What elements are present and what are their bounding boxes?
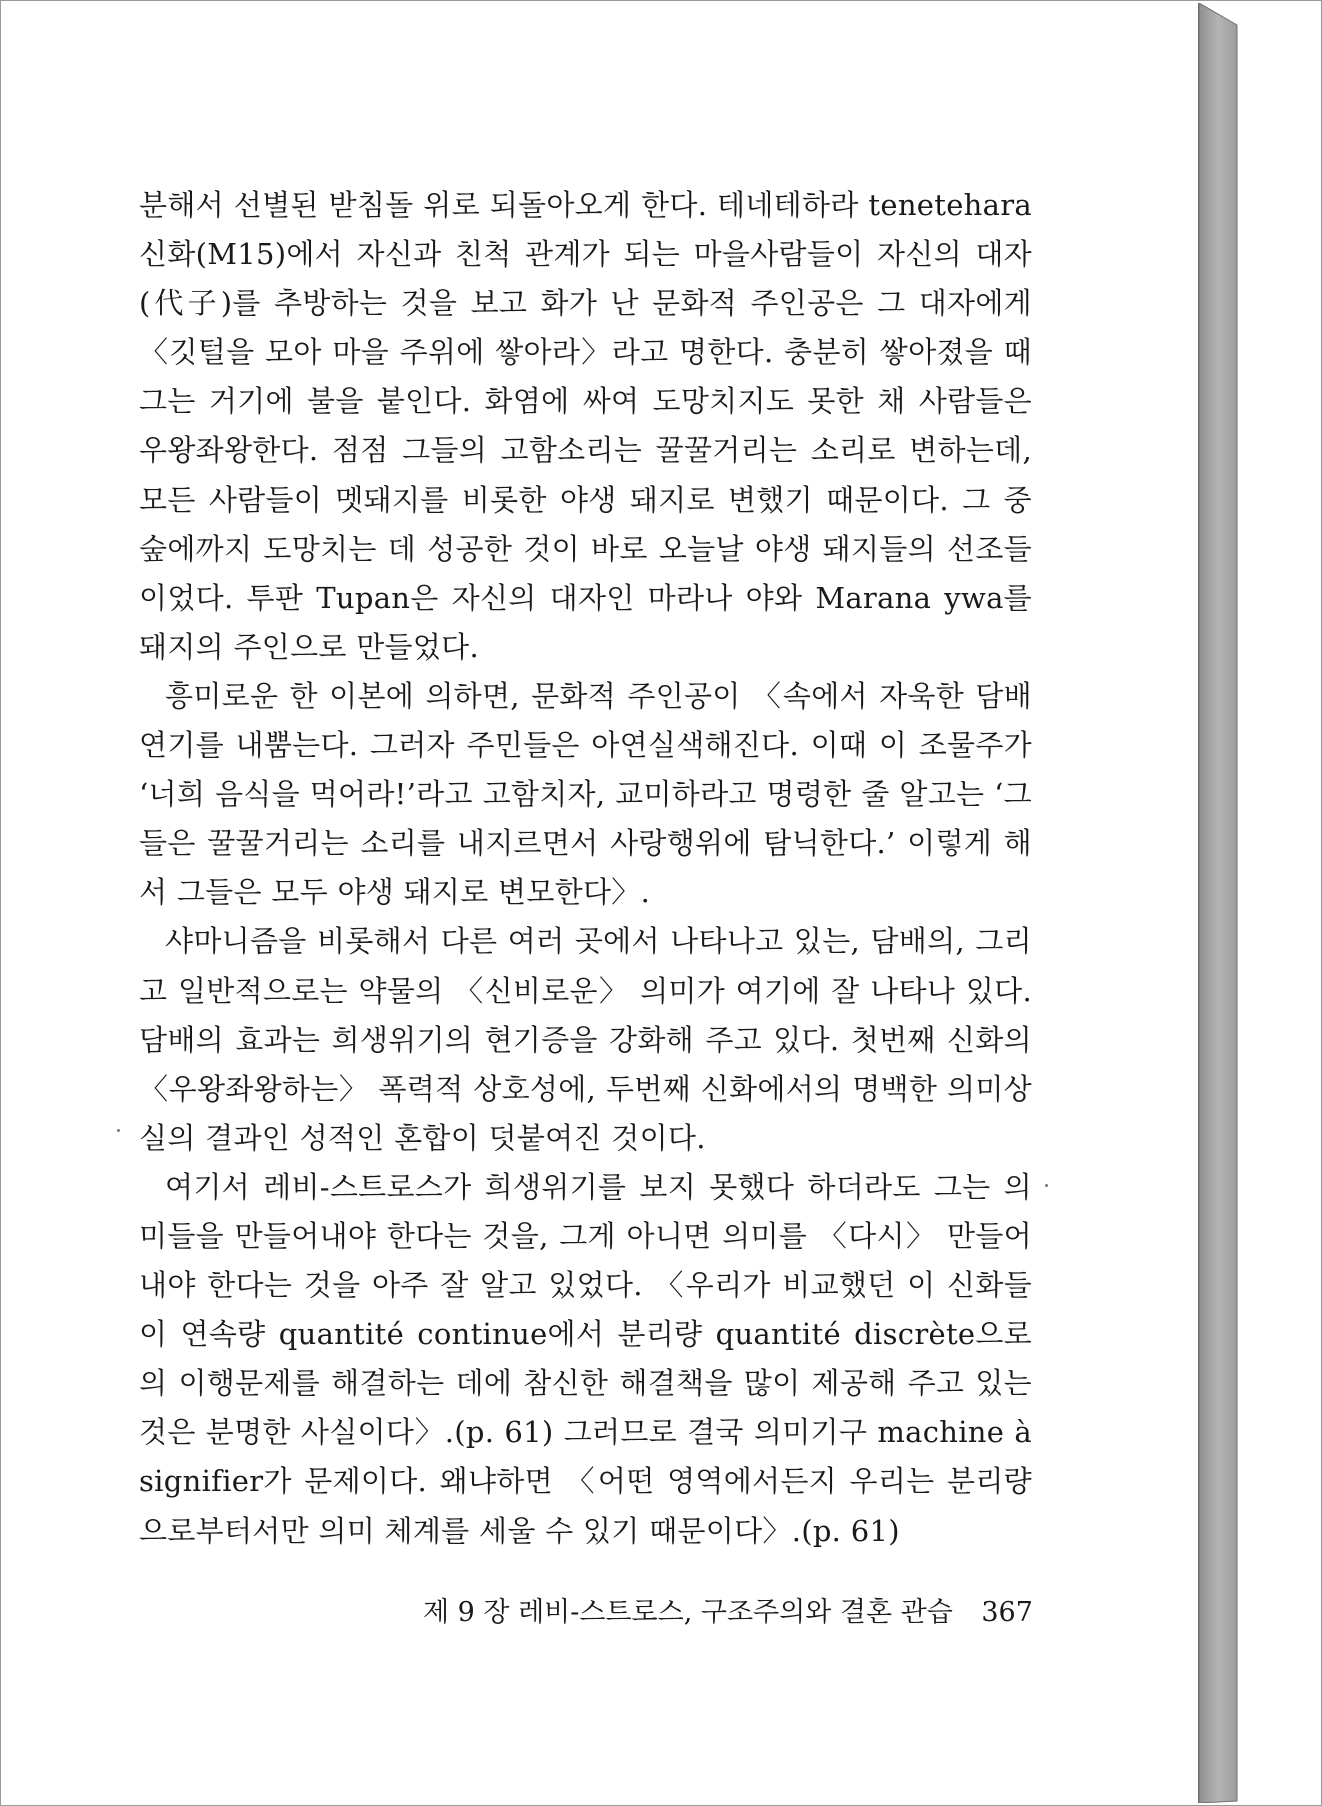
- paragraph-2: 흥미로운 한 이본에 의하면, 문화적 주인공이 〈속에서 자욱한 담배연기를 내뿜는다. 그러자 주민들은 아연실색해진다. 이때 이 조물주가 ‘너희 음식을 먹어라!’라고 고함치자, 교미하라고 명령한 줄 알고는 ‘그들은 꿀꿀거리는 소리를 내지르면서 사랑행위에 탐닉한다.’ 이렇게 해서 그들은 모두 야생 돼지로 변모한다〉.: [139, 678, 1032, 910]
- page-number: 367: [981, 1597, 1033, 1628]
- book-page: [3, 3, 1199, 1803]
- paragraph-1: 분해서 선별된 받침돌 위로 되돌아오게 한다. 테네테하라 tenetehara 신화(M15)에서 자신과 친척 관계가 되는 마을사람들이 자신의 대자(代子)를 추방하는 것을 보고 화가 난 문화적 주인공은 그 대자에게 〈깃털을 모아 마을 주위에 쌓아라〉라고 명한다. 충분히 쌓아졌을 때 그는 거기에 불을 붙인다. 화염에 싸여 도망치지도 못한 채 사람들은 우왕좌왕한다. 점점 그들의 고함소리는 꿀꿀거리는 소리로 변하는데, 모든 사람들이 멧돼지를 비롯한 야생 돼지로 변했기 때문이다. 그 중 숲에까지 도망치는 데 성공한 것이 바로 오늘날 야생 돼지들의 선조들이었다. 투판 Tupan은 자신의 대자인 마라나 야와 Marana ywa를 돼지의 주인으로 만들었다.: [139, 188, 1032, 664]
- paragraph-3: 샤마니즘을 비롯해서 다른 여러 곳에서 나타나고 있는, 담배의, 그리고 일반적으로는 약물의 〈신비로운〉 의미가 여기에 잘 나타나 있다. 담배의 효과는 희생위기의 현기증을 강화해 주고 있다. 첫번째 신화의 〈우왕좌왕하는〉 폭력적 상호성에, 두번째 신화에서의 명백한 의미상실의 결과인 성적인 혼합이 덧붙여진 것이다.: [139, 924, 1032, 1155]
- book-page-edge: [1199, 3, 1255, 1803]
- paragraph-4: 여기서 레비-스트로스가 희생위기를 보지 못했다 하더라도 그는 의미들을 만들어내야 한다는 것을, 그게 아니면 의미를 〈다시〉 만들어내야 한다는 것을 아주 잘 알고 있었다. 〈우리가 비교했던 이 신화들이 연속량 quantité continue에서 분리량 quantité discrète으로의 이행문제를 해결하는 데에 참신한 해결책을 많이 제공해 주고 있는 것은 분명한 사실이다〉.(p. 61) 그러므로 결국 의미기구 machine à signifier가 문제이다. 왜냐하면 〈어떤 영역에서든지 우리는 분리량으로부터서만 의미 체계를 세울 수 있기 때문이다〉.(p. 61): [139, 1169, 1032, 1548]
- page-body: [139, 181, 1032, 1556]
- chapter-running-head: 제 9 장 레비-스트로스, 구조주의와 결혼 관습: [423, 1597, 953, 1628]
- scan-speck: [1045, 1184, 1048, 1187]
- page-footer: [423, 1590, 1033, 1629]
- scan-speck: [117, 1129, 120, 1132]
